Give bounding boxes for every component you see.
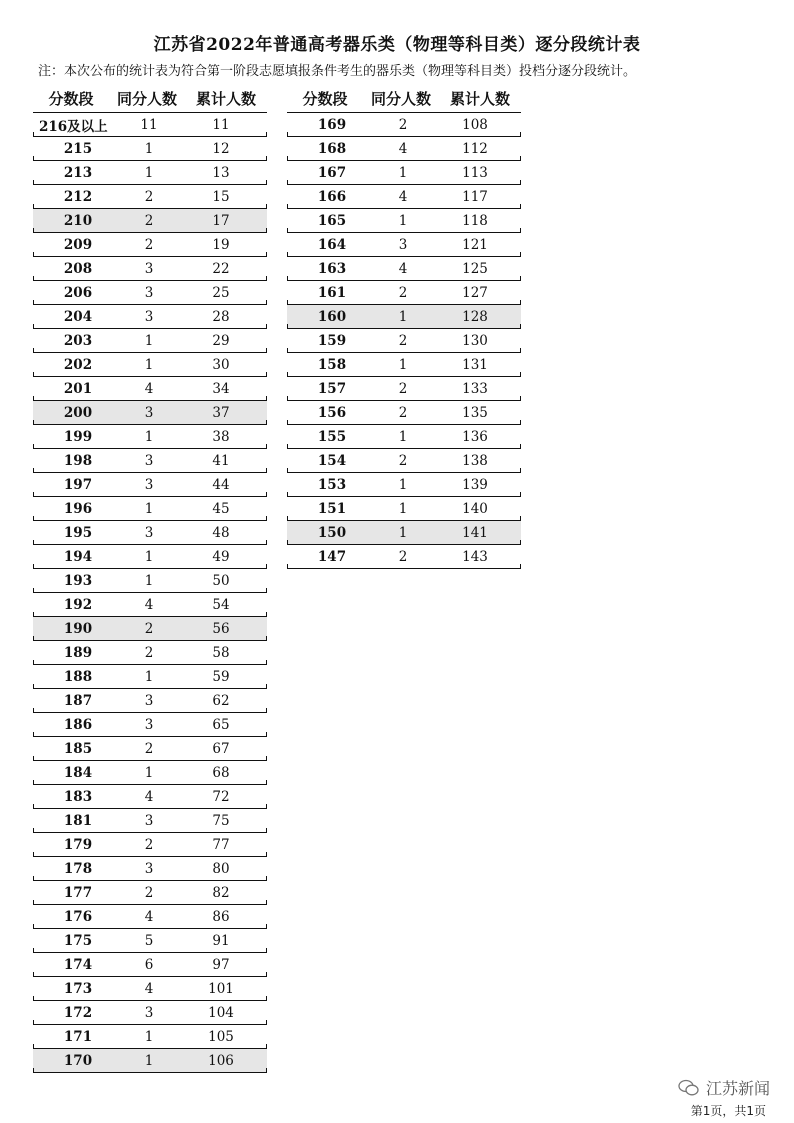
table-row <box>287 113 521 137</box>
table-row <box>287 137 521 161</box>
table-row <box>33 641 267 665</box>
cell-same-count: 1 <box>144 164 154 181</box>
cell-cumulative: 65 <box>212 716 230 733</box>
cell-score: 157 <box>317 380 347 397</box>
cell-same-count: 2 <box>398 452 408 469</box>
cell-score: 197 <box>63 476 93 493</box>
cell-score: 179 <box>63 836 93 853</box>
cell-cumulative: 28 <box>212 308 230 325</box>
cell-score: 213 <box>63 164 93 181</box>
table-row <box>33 1025 267 1049</box>
cell-cumulative: 50 <box>212 572 230 589</box>
cell-same-count: 2 <box>144 212 154 229</box>
table-row <box>33 665 267 689</box>
cell-same-count: 4 <box>144 380 154 397</box>
cell-cumulative: 45 <box>212 500 230 517</box>
cell-cumulative: 121 <box>462 236 488 253</box>
cell-cumulative: 29 <box>212 332 230 349</box>
cell-cumulative: 82 <box>212 884 230 901</box>
cell-same-count: 4 <box>144 980 154 997</box>
table-row <box>33 329 267 353</box>
cell-cumulative: 30 <box>212 356 230 373</box>
cell-same-count: 2 <box>398 404 408 421</box>
table-row <box>33 977 267 1001</box>
cell-same-count: 1 <box>398 500 408 517</box>
table-row <box>33 257 267 281</box>
cell-same-count: 3 <box>144 1004 154 1021</box>
cell-same-count: 1 <box>398 164 408 181</box>
table-row <box>287 161 521 185</box>
table-row <box>33 929 267 953</box>
cell-score: 215 <box>63 140 93 157</box>
cell-same-count: 1 <box>144 548 154 565</box>
cell-score: 161 <box>317 284 347 301</box>
cell-score: 185 <box>63 740 93 757</box>
watermark-text: 江苏新闻 <box>705 1079 770 1098</box>
cell-same-count: 4 <box>398 140 408 157</box>
cell-score: 210 <box>63 212 93 229</box>
table-header <box>287 84 521 113</box>
cell-score: 158 <box>317 356 347 373</box>
cell-same-count: 2 <box>398 116 408 133</box>
cell-same-count: 2 <box>398 548 408 565</box>
cell-cumulative: 101 <box>208 980 234 997</box>
cell-same-count: 1 <box>144 428 154 445</box>
cell-score: 172 <box>63 1004 93 1021</box>
cell-score: 176 <box>63 908 93 925</box>
cell-cumulative: 17 <box>212 212 230 229</box>
cell-same-count: 2 <box>144 620 154 637</box>
cell-score: 192 <box>63 596 93 613</box>
cell-cumulative: 80 <box>212 860 230 877</box>
cell-same-count: 3 <box>398 236 408 253</box>
cell-same-count: 1 <box>144 332 154 349</box>
table-row <box>33 1049 267 1073</box>
cell-same-count: 3 <box>144 476 154 493</box>
table-row <box>33 449 267 473</box>
cell-cumulative: 13 <box>212 164 230 181</box>
cell-cumulative: 58 <box>212 644 230 661</box>
header-cumulative: 累计人数 <box>195 89 256 108</box>
cell-same-count: 1 <box>144 764 154 781</box>
cell-cumulative: 131 <box>462 356 488 373</box>
cell-score: 151 <box>317 500 347 517</box>
table-row <box>33 209 267 233</box>
cell-same-count: 3 <box>144 860 154 877</box>
cell-cumulative: 25 <box>212 284 230 301</box>
table-row <box>287 377 521 401</box>
header-score: 分数段 <box>302 89 348 108</box>
table-row <box>287 233 521 257</box>
cell-score: 199 <box>63 428 93 445</box>
cell-same-count: 1 <box>398 212 408 229</box>
cell-cumulative: 141 <box>462 524 488 541</box>
table-row <box>33 233 267 257</box>
cell-same-count: 4 <box>144 788 154 805</box>
cell-same-count: 4 <box>144 596 154 613</box>
cell-score: 165 <box>317 212 347 229</box>
table-row <box>33 137 267 161</box>
header-same-count: 同分人数 <box>370 89 431 108</box>
cell-same-count: 2 <box>144 236 154 253</box>
cell-cumulative: 130 <box>462 332 488 349</box>
table-row <box>33 953 267 977</box>
cell-same-count: 2 <box>398 332 408 349</box>
table-body-right <box>287 113 521 569</box>
cell-same-count: 3 <box>144 692 154 709</box>
cell-same-count: 1 <box>144 1052 154 1069</box>
cell-cumulative: 77 <box>212 836 230 853</box>
table-row <box>33 521 267 545</box>
table-row <box>33 569 267 593</box>
cell-score: 150 <box>317 524 347 541</box>
cell-cumulative: 135 <box>462 404 488 421</box>
cell-same-count: 5 <box>144 932 154 949</box>
table-row <box>287 329 521 353</box>
cell-cumulative: 91 <box>212 932 230 949</box>
cell-same-count: 3 <box>144 716 154 733</box>
table-row <box>33 401 267 425</box>
cell-score: 178 <box>63 860 93 877</box>
cell-score: 175 <box>63 932 93 949</box>
cell-score: 187 <box>63 692 93 709</box>
table-row <box>33 473 267 497</box>
cell-cumulative: 125 <box>462 260 488 277</box>
score-table-right <box>287 84 521 569</box>
cell-cumulative: 117 <box>462 188 488 205</box>
cell-cumulative: 86 <box>212 908 230 925</box>
cell-score: 186 <box>63 716 93 733</box>
cell-cumulative: 11 <box>212 116 230 133</box>
cell-score: 203 <box>63 332 93 349</box>
cell-cumulative: 128 <box>462 308 488 325</box>
table-row <box>33 281 267 305</box>
cell-cumulative: 104 <box>208 1004 234 1021</box>
table-row <box>33 113 267 137</box>
cell-score: 153 <box>317 476 347 493</box>
cell-score: 198 <box>63 452 93 469</box>
table-row <box>287 521 521 545</box>
cell-same-count: 1 <box>398 524 408 541</box>
cell-same-count: 1 <box>398 356 408 373</box>
cell-score: 181 <box>63 812 93 829</box>
cell-cumulative: 113 <box>462 164 488 181</box>
score-table-left <box>33 84 267 1073</box>
cell-cumulative: 34 <box>212 380 230 397</box>
table-row <box>287 473 521 497</box>
cell-same-count: 2 <box>398 380 408 397</box>
cell-score: 200 <box>63 404 93 421</box>
cell-score: 171 <box>63 1028 93 1045</box>
table-row <box>287 353 521 377</box>
cell-same-count: 1 <box>398 476 408 493</box>
table-row <box>287 401 521 425</box>
cell-score: 177 <box>63 884 93 901</box>
cell-score: 173 <box>63 980 93 997</box>
table-row <box>33 353 267 377</box>
table-row <box>33 857 267 881</box>
table-row <box>287 449 521 473</box>
table-row <box>287 281 521 305</box>
cell-same-count: 1 <box>144 140 154 157</box>
cell-same-count: 3 <box>144 404 154 421</box>
cell-score: 196 <box>63 500 93 517</box>
cell-cumulative: 67 <box>212 740 230 757</box>
cell-score: 193 <box>63 572 93 589</box>
cell-cumulative: 139 <box>462 476 488 493</box>
table-row <box>287 425 521 449</box>
cell-cumulative: 54 <box>212 596 230 613</box>
table-row <box>33 737 267 761</box>
cell-cumulative: 118 <box>462 212 488 229</box>
cell-cumulative: 44 <box>212 476 230 493</box>
table-row <box>287 545 521 569</box>
table-row <box>33 185 267 209</box>
cell-cumulative: 41 <box>212 452 230 469</box>
cell-score: 204 <box>63 308 93 325</box>
cell-score: 183 <box>63 788 93 805</box>
cell-cumulative: 38 <box>212 428 230 445</box>
cell-cumulative: 75 <box>212 812 230 829</box>
table-row <box>287 305 521 329</box>
cell-same-count: 1 <box>144 500 154 517</box>
table-row <box>33 617 267 641</box>
cell-score: 190 <box>63 620 93 637</box>
cell-same-count: 2 <box>144 884 154 901</box>
table-note: 注：本次公布的统计表为符合第一阶段志愿填报条件考生的器乐类（物理等科目类）投档分逐分段统计。 <box>38 64 637 79</box>
cell-cumulative: 59 <box>212 668 230 685</box>
cell-same-count: 4 <box>398 260 408 277</box>
cell-score: 184 <box>63 764 93 781</box>
table-row <box>33 593 267 617</box>
cell-score: 189 <box>63 644 93 661</box>
table-row <box>33 305 267 329</box>
cell-cumulative: 68 <box>212 764 230 781</box>
cell-score: 168 <box>317 140 347 157</box>
cell-cumulative: 48 <box>212 524 230 541</box>
cell-score: 163 <box>317 260 347 277</box>
header-cumulative: 累计人数 <box>449 89 510 108</box>
cell-same-count: 3 <box>144 524 154 541</box>
cell-cumulative: 49 <box>212 548 230 565</box>
table-row <box>33 881 267 905</box>
cell-same-count: 3 <box>144 308 154 325</box>
table-row <box>33 497 267 521</box>
header-score: 分数段 <box>48 89 94 108</box>
cell-same-count: 4 <box>144 908 154 925</box>
cell-same-count: 3 <box>144 452 154 469</box>
cell-same-count: 1 <box>398 428 408 445</box>
cell-same-count: 3 <box>144 812 154 829</box>
wechat-icon <box>678 1079 700 1097</box>
cell-same-count: 1 <box>144 356 154 373</box>
cell-cumulative: 97 <box>212 956 230 973</box>
cell-score: 167 <box>317 164 347 181</box>
cell-cumulative: 12 <box>212 140 230 157</box>
cell-score: 159 <box>317 332 347 349</box>
cell-score: 202 <box>63 356 93 373</box>
cell-same-count: 6 <box>144 956 154 973</box>
cell-score: 208 <box>63 260 93 277</box>
watermark <box>678 1076 770 1099</box>
cell-cumulative: 22 <box>212 260 230 277</box>
cell-cumulative: 140 <box>462 500 488 517</box>
table-row <box>33 377 267 401</box>
cell-same-count: 3 <box>144 260 154 277</box>
table-row <box>33 809 267 833</box>
cell-cumulative: 105 <box>208 1028 234 1045</box>
table-row <box>33 713 267 737</box>
cell-same-count: 2 <box>144 188 154 205</box>
cell-cumulative: 15 <box>212 188 230 205</box>
cell-score: 209 <box>63 236 93 253</box>
table-row <box>287 257 521 281</box>
cell-score: 201 <box>63 380 93 397</box>
table-row <box>33 425 267 449</box>
cell-same-count: 1 <box>398 308 408 325</box>
cell-score: 194 <box>63 548 93 565</box>
cell-score: 170 <box>63 1052 93 1069</box>
cell-cumulative: 127 <box>462 284 488 301</box>
cell-same-count: 2 <box>144 740 154 757</box>
cell-score: 174 <box>63 956 93 973</box>
table-row <box>33 761 267 785</box>
cell-cumulative: 133 <box>462 380 488 397</box>
table-row <box>33 689 267 713</box>
cell-cumulative: 62 <box>212 692 230 709</box>
cell-score: 154 <box>317 452 347 469</box>
table-header <box>33 84 267 113</box>
table-row <box>33 545 267 569</box>
page-number: 第1页，共1页 <box>690 1104 766 1118</box>
table-row <box>33 833 267 857</box>
cell-same-count: 1 <box>144 1028 154 1045</box>
table-row <box>287 185 521 209</box>
table-row <box>33 785 267 809</box>
cell-score: 195 <box>63 524 93 541</box>
cell-cumulative: 106 <box>208 1052 234 1069</box>
table-row <box>33 905 267 929</box>
cell-score: 155 <box>317 428 347 445</box>
cell-cumulative: 37 <box>212 404 230 421</box>
page-title: 江苏省2022年普通高考器乐类（物理等科目类）逐分段统计表 <box>153 35 641 55</box>
cell-score: 147 <box>317 548 347 565</box>
header-same-count: 同分人数 <box>116 89 177 108</box>
cell-score: 164 <box>317 236 347 253</box>
table-body-left <box>33 113 267 1073</box>
cell-score: 188 <box>63 668 93 685</box>
cell-cumulative: 112 <box>462 140 488 157</box>
cell-score: 216及以上 <box>39 118 108 135</box>
table-row <box>33 161 267 185</box>
cell-score: 169 <box>317 116 347 133</box>
table-row <box>33 1001 267 1025</box>
cell-cumulative: 19 <box>212 236 230 253</box>
cell-same-count: 11 <box>140 116 158 133</box>
table-row <box>287 209 521 233</box>
cell-same-count: 2 <box>144 644 154 661</box>
cell-score: 206 <box>63 284 93 301</box>
cell-same-count: 3 <box>144 284 154 301</box>
cell-cumulative: 143 <box>462 548 488 565</box>
cell-same-count: 4 <box>398 188 408 205</box>
cell-score: 156 <box>317 404 347 421</box>
cell-same-count: 2 <box>398 284 408 301</box>
table-row <box>287 497 521 521</box>
cell-cumulative: 136 <box>462 428 488 445</box>
cell-score: 160 <box>317 308 347 325</box>
cell-cumulative: 56 <box>212 620 230 637</box>
cell-score: 212 <box>63 188 93 205</box>
cell-same-count: 1 <box>144 668 154 685</box>
cell-cumulative: 108 <box>462 116 488 133</box>
cell-cumulative: 72 <box>212 788 230 805</box>
cell-score: 166 <box>317 188 347 205</box>
cell-cumulative: 138 <box>462 452 488 469</box>
cell-same-count: 1 <box>144 572 154 589</box>
cell-same-count: 2 <box>144 836 154 853</box>
